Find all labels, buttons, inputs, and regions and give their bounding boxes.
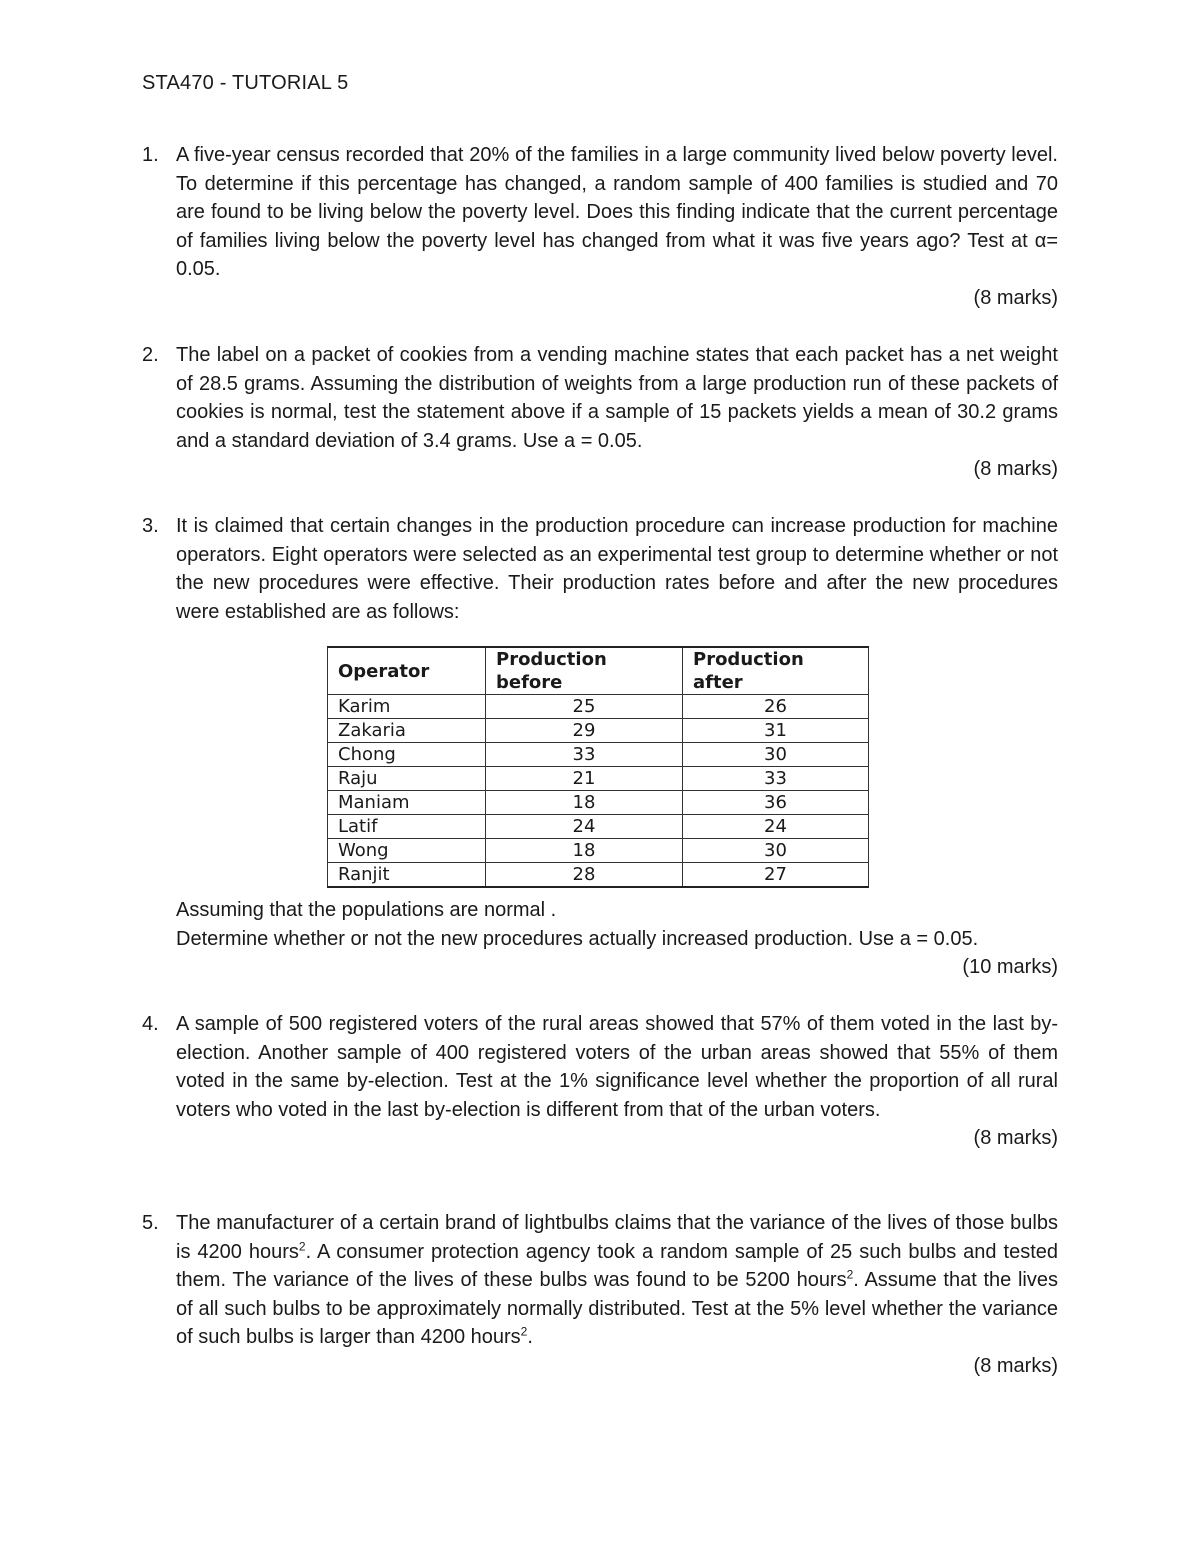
- operator-cell: Zakaria: [328, 719, 486, 743]
- question-text-part: .: [527, 1326, 533, 1349]
- table-row: [328, 791, 869, 815]
- question-text-part: . A consumer protection agency took a random sample of 25 such bulbs and tested them. The variance of the lives of these bulbs was found to be 5200 hours: [176, 1240, 1059, 1292]
- after-cell: 31: [683, 719, 869, 743]
- after-cell: 24: [683, 815, 869, 839]
- operator-cell: Wong: [328, 839, 486, 863]
- instruction-text: Determine whether or not the new procedures actually increased production. Use a = 0.05.: [176, 927, 979, 950]
- superscript: 2: [298, 1238, 306, 1253]
- after-cell: 27: [683, 863, 869, 888]
- question-3: [142, 512, 1058, 626]
- question-5: [142, 1209, 1058, 1381]
- after-cell: 30: [683, 743, 869, 767]
- question-text-part: . Assume that the lives of all such bulbs to be approximately normally distributed. Test at the 5% level whether the variance of such bulbs is larger than 4200 hours: [176, 1269, 1058, 1349]
- question-number: 3.: [142, 515, 159, 537]
- question-1: [142, 141, 1058, 313]
- operator-cell: Karim: [328, 695, 486, 719]
- operator-cell: Latif: [328, 815, 486, 839]
- question-text: It is claimed that certain changes in the production procedure can increase production for machine operators. Eight operators were selected as an experimental test group to determine whether or not the new procedures were effective. Their production rates before and after the new procedures were established are as follows:: [176, 515, 1058, 623]
- table-row: [328, 815, 869, 839]
- after-cell: 33: [683, 767, 869, 791]
- table-row: [328, 767, 869, 791]
- question-text: The label on a packet of cookies from a vending machine states that each packet has a net weight of 28.5 grams. Assuming the distribution of weights from a large production run of these packets of cookies is normal, test the statement above if a sample of 15 packets yields a mean of 30.2 grams and a standard deviation of 3.4 grams. Use a = 0.05.: [176, 344, 1058, 452]
- question-number: 5.: [142, 1212, 159, 1234]
- table-header-row: [328, 647, 869, 695]
- question-text: A five-year census recorded that 20% of the families in a large community lived below poverty level. To determine if this percentage has changed, a random sample of 400 families is studied and 70 are found to be living below the poverty level. Does this finding indicate that the current percentage of families living below the poverty level has changed from what it was five years ago? Test at α= 0.05.: [176, 144, 1058, 281]
- marks-label: (8 marks): [973, 1354, 1058, 1377]
- table-row: [328, 863, 869, 888]
- before-cell: 28: [486, 863, 683, 888]
- after-cell: 26: [683, 695, 869, 719]
- document-title: STA470 - TUTORIAL 5: [142, 72, 349, 94]
- table-row: [328, 839, 869, 863]
- question-3-notes: [176, 896, 1058, 982]
- table-header-cell: Production before: [486, 647, 683, 695]
- question-text: [176, 1209, 1058, 1352]
- marks-label: (8 marks): [973, 286, 1058, 309]
- question-text-part: The manufacturer of a certain brand of lightbulbs claims that the variance of the lives of those bulbs is 4200 hours: [176, 1212, 1058, 1263]
- assumption-text: Assuming that the populations are normal .: [176, 899, 557, 921]
- table-row: [328, 719, 869, 743]
- marks-label: (8 marks): [973, 458, 1058, 481]
- before-cell: 25: [486, 695, 683, 719]
- after-cell: 30: [683, 839, 869, 863]
- marks-label: (8 marks): [973, 1127, 1058, 1150]
- before-cell: 24: [486, 815, 683, 839]
- question-2: [142, 341, 1058, 484]
- question-4: [142, 1010, 1058, 1153]
- before-cell: 33: [486, 743, 683, 767]
- superscript: 2: [846, 1267, 854, 1282]
- operator-cell: Chong: [328, 743, 486, 767]
- production-table: [327, 646, 869, 888]
- before-cell: 21: [486, 767, 683, 791]
- question-number: 2.: [142, 344, 159, 366]
- before-cell: 29: [486, 719, 683, 743]
- operator-cell: Raju: [328, 767, 486, 791]
- question-number: 4.: [142, 1013, 159, 1035]
- table-header-cell: Operator: [328, 647, 486, 695]
- after-cell: 36: [683, 791, 869, 815]
- operator-cell: Maniam: [328, 791, 486, 815]
- before-cell: 18: [486, 791, 683, 815]
- question-number: 1.: [142, 144, 159, 166]
- superscript: 2: [520, 1324, 528, 1339]
- table-row: [328, 743, 869, 767]
- table-header-cell: Production after: [683, 647, 869, 695]
- before-cell: 18: [486, 839, 683, 863]
- question-text: A sample of 500 registered voters of the rural areas showed that 57% of them voted in the last by-election. Another sample of 400 registered voters of the urban areas showed that 55% of them voted in the same by-election. Test at the 1% significance level whether the proportion of all rural voters who voted in the last by-election is different from that of the urban voters.: [176, 1013, 1058, 1121]
- operator-cell: Ranjit: [328, 863, 486, 888]
- table-row: [328, 695, 869, 719]
- marks-label: (10 marks): [962, 956, 1058, 979]
